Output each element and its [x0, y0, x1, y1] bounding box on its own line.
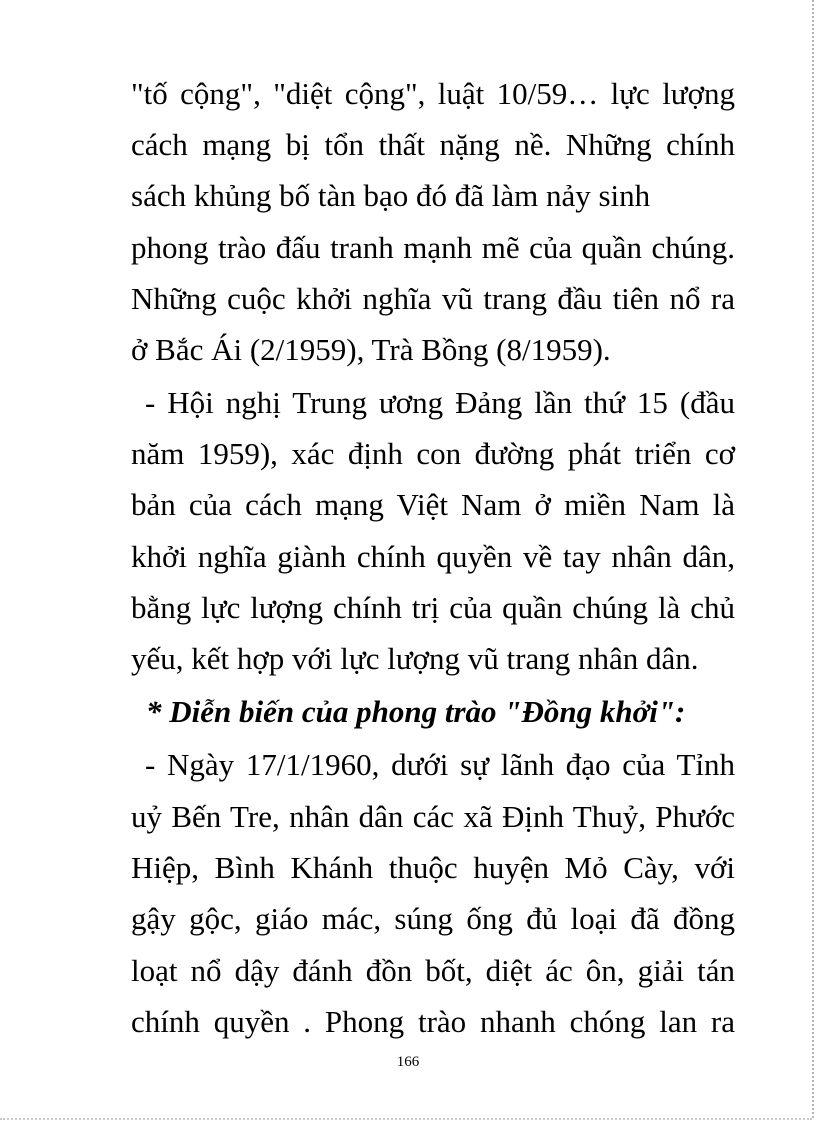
- page-edge-right: [812, 0, 814, 1118]
- text-line: bản của cách mạng Việt Nam ở miền Nam là: [131, 487, 735, 522]
- text-line: "tố cộng", "diệt cộng", luật 10/59… lực lượng: [131, 76, 735, 111]
- text-line: sách khủng bố tàn bạo đó đã làm nảy sinh: [131, 178, 651, 213]
- paragraph-start-line: - Ngày 17/1/1960, dưới sự lãnh đạo của Tỉnh: [145, 747, 735, 782]
- page-number: 166: [396, 1054, 420, 1070]
- text-line: bằng lực lượng chính trị của quần chúng là chủ: [131, 590, 735, 625]
- section-heading: * Diễn biến của phong trào "Đồng khởi":: [146, 694, 686, 729]
- page-edge-bottom: [0, 1118, 812, 1120]
- text-line: Hiệp, Bình Khánh thuộc huyện Mỏ Cày, với: [131, 850, 735, 885]
- text-line: khởi nghĩa giành chính quyền về tay nhân dân,: [131, 539, 735, 574]
- text-line: ở Bắc Ái (2/1959), Trà Bồng (8/1959).: [131, 332, 611, 367]
- text-line: cách mạng bị tổn thất nặng nề. Những chính: [131, 127, 735, 162]
- text-line: Những cuộc khởi nghĩa vũ trang đầu tiên nổ ra: [131, 281, 735, 316]
- text-line: loạt nổ dậy đánh đồn bốt, diệt ác ôn, giải tán: [131, 953, 735, 988]
- text-line: yếu, kết hợp với lực lượng vũ trang nhân dân.: [131, 641, 699, 676]
- text-line: gậy gộc, giáo mác, súng ống đủ loại đã đồng: [131, 901, 735, 936]
- text-line: năm 1959), xác định con đường phát triển cơ: [131, 436, 735, 471]
- text-line: phong trào đấu tranh mạnh mẽ của quần chúng.: [131, 230, 735, 265]
- paragraph-start-line: - Hội nghị Trung ương Đảng lần thứ 15 (đầu: [145, 385, 735, 420]
- text-line: chính quyền . Phong trào nhanh chóng lan ra: [131, 1004, 735, 1039]
- text-line: uỷ Bến Tre, nhân dân các xã Định Thuỷ, Phước: [131, 799, 735, 834]
